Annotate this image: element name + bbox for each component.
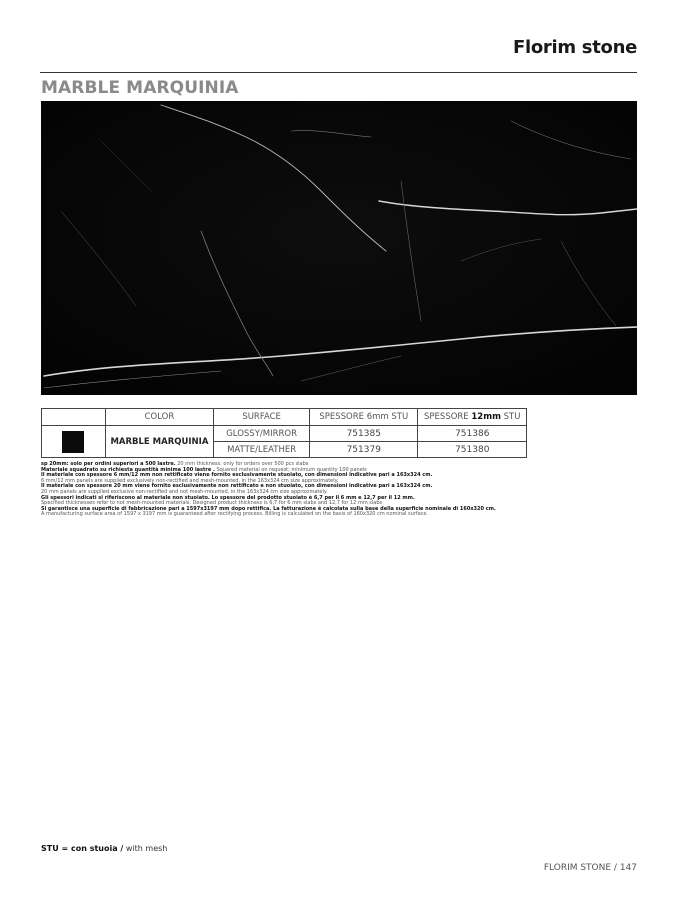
header-prefix: SPESSORE: [424, 412, 472, 422]
header-prefix: SPESSORE: [319, 412, 367, 422]
note-bold: Si garantisce una superficie di fabbricazione pari a 1597x3197 mm dopo rettifica. La fatturazione è calcolata sulla base della superficie nominale di 160x320 cm.: [41, 505, 496, 512]
surface-cell: GLOSSY/MIRROR: [214, 426, 310, 442]
code-12mm-cell: 751386: [418, 426, 527, 442]
page-footer: FLORIM STONE / 147: [543, 863, 637, 873]
note-text: Squared material on request; minimum quantity 100 panels: [214, 466, 367, 473]
note-text: 6 mm/12 mm panels are supplied exclusively non-rectified and mesh-mounted, in the 163x324 cm size approximately.: [41, 477, 339, 484]
note-text: 20 mm panels are supplied exclusive non-rectified and not mesh-mounted, in the 163x324 cm size approximately.: [41, 488, 328, 495]
code-12mm-cell: 751380: [418, 442, 527, 458]
header-thickness: 6mm: [366, 412, 389, 422]
technical-notes: [41, 462, 641, 518]
marble-slab-image: [41, 101, 637, 395]
column-header-color: COLOR: [105, 409, 214, 426]
note-bold: Il materiale con spessore 6 mm/12 mm non rettificato viene fornito esclusivamente stuoiato, con dimensioni indicative pari a 163x324 cm.: [41, 472, 433, 479]
surface-cell: MATTE/LEATHER: [214, 442, 310, 458]
code-6mm-cell: 751385: [310, 426, 418, 442]
code-6mm-cell: 751379: [310, 442, 418, 458]
note-text: Specified thicknesses refer to not mesh-mounted materials. Designed product thickness is 6,7 for 6 mm slabs and 12,7 for 12 mm slabs: [41, 500, 383, 507]
note-line: [41, 512, 641, 518]
table-header-row: [42, 409, 527, 426]
brand-name: Florim stone: [512, 37, 637, 58]
color-name: MARBLE MARQUINIA: [105, 426, 214, 458]
header-thickness: 12mm: [471, 412, 501, 422]
note-text: 20 mm thickness: only for orders over 500 pcs slabs: [175, 461, 309, 467]
color-swatch: [62, 431, 84, 453]
header-suffix: STU: [388, 412, 409, 422]
product-spec-table: [41, 408, 527, 458]
stu-legend: [41, 844, 167, 853]
stu-legend-text: with mesh: [123, 844, 168, 853]
note-bold: Materiale squadrato su richiesta quantità minima 100 lastre .: [41, 466, 215, 473]
header-suffix: STU: [500, 412, 521, 422]
note-text: A manufacturing surface area of 1597 x 3197 mm is guaranteed after rectifying process. Billing is calculated on the basis of 160x320 cm nominal surface.: [41, 511, 429, 518]
column-header-spessore-12mm: [418, 409, 527, 426]
color-swatch-cell: [42, 426, 106, 458]
note-bold: Gli spessori indicati si riferiscono al materiale non stuoiato. Lo spessore del prodotto stuoiato è 6,7 per il 6 mm e 12,7 per il 12 mm.: [41, 494, 415, 501]
note-bold: sp 20mm: solo per ordini superiori a 500 lastre.: [41, 461, 176, 467]
swatch-column-header: [42, 409, 106, 426]
product-title: MARBLE MARQUINIA: [41, 78, 239, 98]
header-divider: [40, 72, 637, 73]
column-header-surface: SURFACE: [214, 409, 310, 426]
stu-legend-bold: STU = con stuoia /: [41, 844, 124, 853]
table-row: [42, 426, 527, 442]
column-header-spessore-6mm: [310, 409, 418, 426]
note-bold: Il materiale con spessore 20 mm viene fornito esclusivamente non rettificato e non stuoiato, con dimensioni indicative pari a 163x324 cm.: [41, 483, 433, 490]
